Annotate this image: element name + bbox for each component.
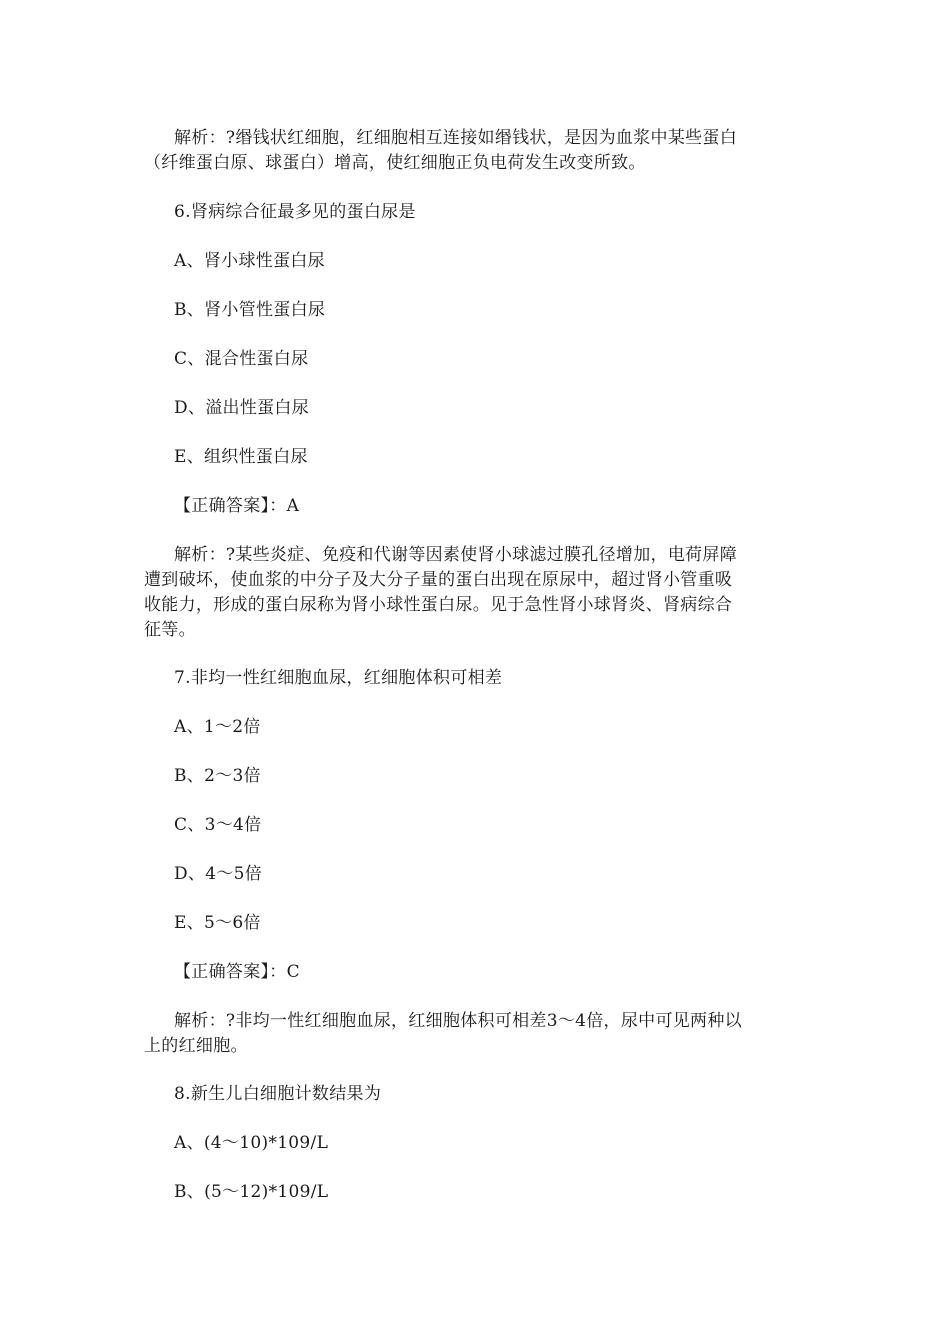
q6-correct-answer: 【正确答案】：A [174,496,300,516]
q7-correct-answer: 【正确答案】：C [174,962,300,982]
q6-analysis-line-2: 遭到破坏，使血浆的中分子及大分子量的蛋白出现在原尿中，超过肾小管重吸 [144,570,733,590]
q8-option-a: A、(4～10)*109/L [174,1133,329,1153]
question-6: 6.肾病综合征最多见的蛋白尿是 [174,202,416,222]
q7-option-e: E、5～6倍 [174,913,261,933]
q6-option-d: D、溢出性蛋白尿 [174,398,310,418]
question-8: 8.新生儿白细胞计数结果为 [174,1084,382,1104]
q7-analysis-line-2: 上的红细胞。 [144,1036,248,1056]
q7-analysis-line-1: 解析：?非均一性红细胞血尿，红细胞体积可相差3～4倍，尿中可见两种以 [174,1011,742,1031]
q6-analysis-line-1: 解析：?某些炎症、免疫和代谢等因素使肾小球滤过膜孔径增加，电荷屏障 [174,545,738,565]
q6-analysis-line-3: 收能力，形成的蛋白尿称为肾小球性蛋白尿。见于急性肾小球肾炎、肾病综合 [144,595,733,615]
q6-option-c: C、混合性蛋白尿 [174,349,309,369]
analysis-5-line-1: 解析：?缗钱状红细胞，红细胞相互连接如缗钱状，是因为血浆中某些蛋白 [174,128,738,148]
question-7: 7.非均一性红细胞血尿，红细胞体积可相差 [174,668,503,688]
q7-option-d: D、4～5倍 [174,864,263,884]
q6-option-a: A、肾小球性蛋白尿 [174,251,325,271]
q8-option-b: B、(5～12)*109/L [174,1182,329,1202]
q7-option-a: A、1～2倍 [174,717,261,737]
q6-analysis-line-4: 征等。 [144,620,196,640]
q7-option-c: C、3～4倍 [174,815,262,835]
q6-option-e: E、组织性蛋白尿 [174,447,308,467]
q7-option-b: B、2～3倍 [174,766,261,786]
analysis-5-line-2: （纤维蛋白原、球蛋白）增高，使红细胞正负电荷发生改变所致。 [144,153,646,173]
q6-option-b: B、肾小管性蛋白尿 [174,300,326,320]
